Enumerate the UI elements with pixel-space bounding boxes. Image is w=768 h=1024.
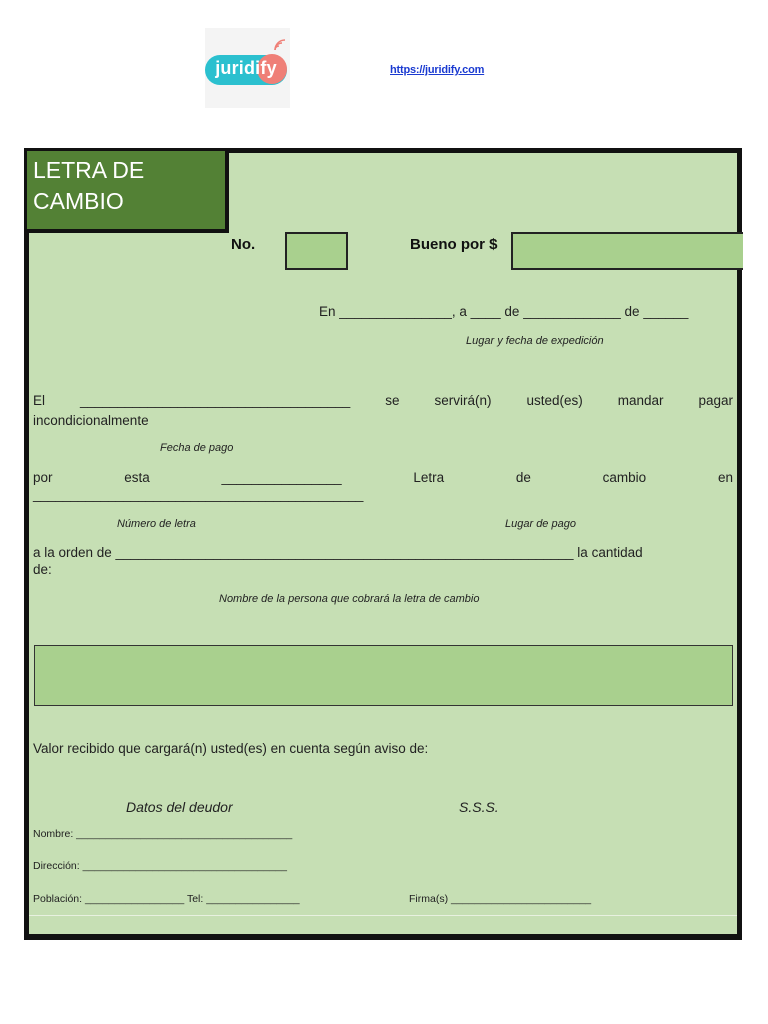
row-el-w4: servirá(n) [434,393,492,408]
row-el-w6: mandar [617,393,664,408]
por-underline[interactable]: ____________________________________________ [33,487,364,502]
title-line-1: LETRA DE [33,157,145,183]
datos-deudor-heading: Datos del deudor [126,799,233,815]
juridify-link[interactable]: https://juridify.com [390,64,485,76]
sss-label: S.S.S. [459,799,499,815]
row-por-blank[interactable]: ________________ [221,470,342,485]
title-box [27,151,229,233]
row-por [33,470,733,485]
row-por-w7: en [717,470,733,485]
place-date-line[interactable]: En _______________, a ____ de _____________ de ______ [319,304,689,319]
nombre-field[interactable]: Nombre: _____________________________________ [33,828,293,840]
nombre-persona-caption: Nombre de la persona que cobrará la letra de cambio [219,593,480,605]
title-line-2: CAMBIO [33,188,124,214]
valor-recibido: Valor recibido que cargará(n) usted(es) en cuenta según aviso de: [33,741,429,756]
row-el-blank[interactable]: ____________________________________ [79,393,351,408]
no-field[interactable] [285,232,348,270]
row-por-w6: cambio [602,470,647,485]
no-label: No. [231,236,256,253]
poblacion-tel-field[interactable]: Población: _________________ Tel: ________________ [33,893,300,905]
wifi-icon [273,38,287,52]
orden-line[interactable]: a la orden de _____________________________________________________________ la cantidad [33,545,643,560]
row-el-w3: se [385,393,400,408]
bueno-por-field[interactable] [511,232,743,270]
row-por-w2: esta [124,470,150,485]
row-el-w5: usted(es) [526,393,583,408]
fecha-pago-caption: Fecha de pago [160,442,234,454]
bottom-divider [29,915,737,916]
orden-de: de: [33,562,52,577]
lugar-pago-caption: Lugar de pago [505,518,576,530]
logo-text: juridify [215,58,277,78]
row-por-w1: por [33,470,53,485]
row-el-w1: El [33,393,46,408]
bueno-por-label: Bueno por $ [410,236,498,253]
form-title [33,155,144,217]
row-el-w7: pagar [698,393,733,408]
juridify-logo [205,28,290,108]
direccion-field[interactable]: Dirección: ___________________________________ [33,860,287,872]
row-el [33,393,733,408]
incondicionalmente: incondicionalmente [33,413,149,428]
place-date-caption: Lugar y fecha de expedición [466,335,604,347]
firma-field[interactable]: Firma(s) ________________________ [409,893,592,905]
numero-letra-caption: Número de letra [117,518,196,530]
row-por-w5: de [515,470,531,485]
row-por-w4: Letra [413,470,445,485]
amount-field[interactable] [34,645,733,706]
letra-de-cambio-form [24,148,742,940]
